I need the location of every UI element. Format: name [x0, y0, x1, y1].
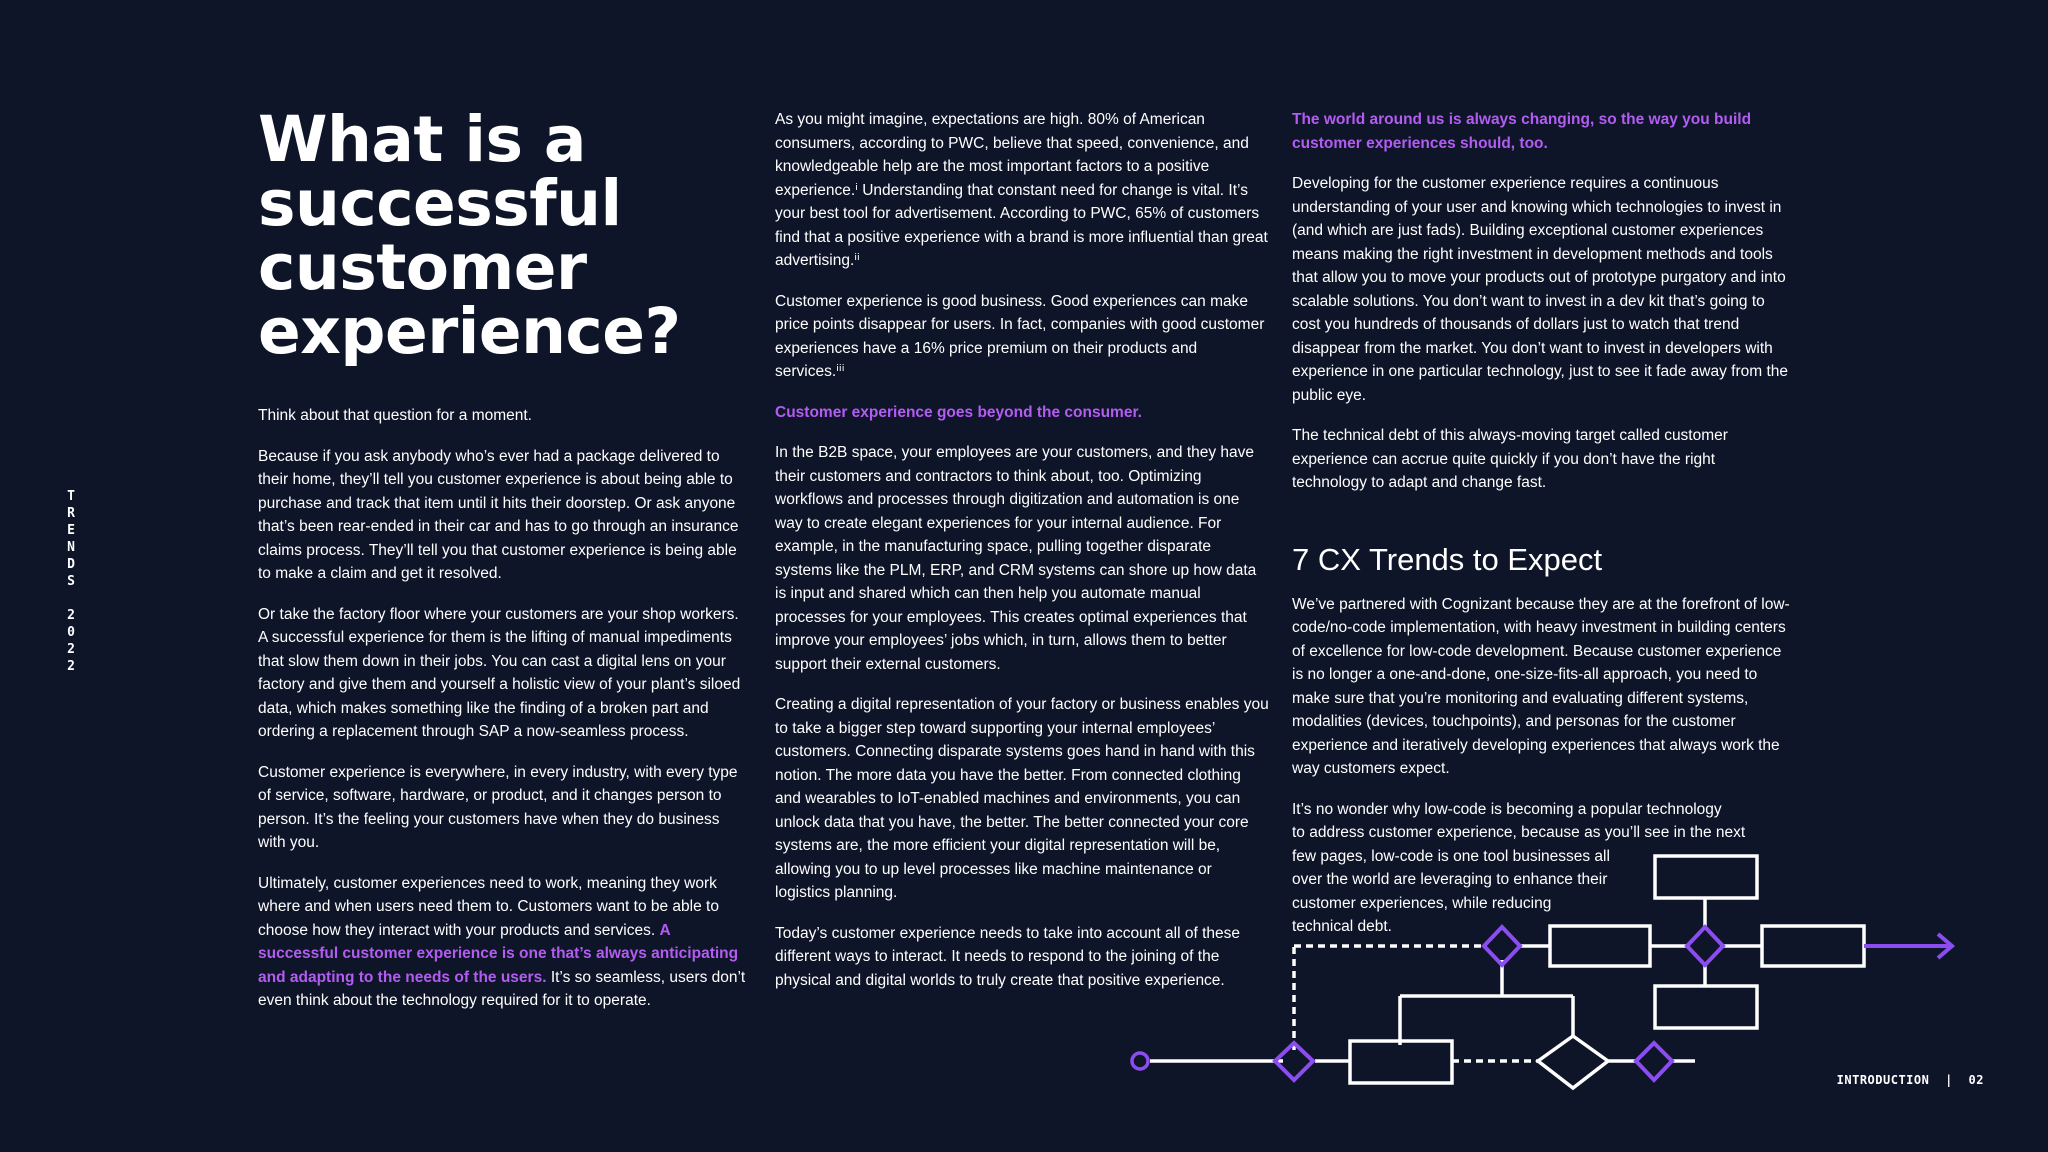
flow-node-diamond — [1275, 1043, 1313, 1080]
paragraph-line: customer experiences, while reducing — [1292, 894, 1552, 912]
side-digit: 2 — [67, 642, 75, 657]
paragraph-line: It’s no wonder why low-code is becoming a popular technology — [1292, 800, 1722, 818]
paragraph: The technical debt of this always-moving target called customer experience can accrue quite quickly if you don’t have the right technology to adapt and change fast. — [1292, 427, 1728, 491]
paragraph: As you might imagine, expectations are high. 80% of American consumers, according to PWC, believe that speed, convenience, and knowledgeable help are the most important factors to a positive experience.ⁱ Understanding that constant need for change is vital. It’s your best tool for advertisement. According to PWC, 65% of customers find that a positive experience with a brand is more influential than great advertising.ⁱⁱ — [775, 111, 1268, 269]
flow-start-node — [1132, 1053, 1148, 1069]
side-letter: E — [67, 523, 75, 538]
side-letter: T — [67, 489, 75, 504]
paragraph: In the B2B space, your employees are your customers, and they have their customers and contractors to think about, too. Optimizing workflows and processes through digitization and automation is one way to create elegant experiences for your internal audience. For example, in the manufacturing space, pulling together disparate systems like the PLM, ERP, and CRM systems can shore up how data is input and shared which can then help you automate manual processes for your employees. This creates optimal experiences that improve your employees’ jobs which, in turn, allows them to better support their external customers. — [775, 444, 1257, 673]
paragraph: Creating a digital representation of your factory or business enables you to take a bigger step toward supporting your internal employees’ customers. Connecting disparate systems goes hand in hand with this notion. The more data you have the better. From connected clothing and wearables to IoT-enabled machines and environments, you can unlock data that you have, the better. The better connected your core systems are, the more efficient your digital representation will be, allowing you to up level processes like machine maintenance or logistics planning. — [775, 696, 1269, 901]
paragraph-with-highlight — [258, 872, 748, 1013]
side-letter: D — [67, 557, 75, 572]
paragraph: Developing for the customer experience requires a continuous understanding of your user and knowing which technologies to invest in (and which are just fads). Building exceptional customer experiences means making the right investment in development methods and tools that allow you to move your products out of prototype purgatory and into scalable solutions. You don’t want to invest in a dev kit that’s going to cost you hundreds of thousands of dollars just to watch that trend disappear from the market. You don’t want to invest in developers with experience in one particular technology, just to see it fade away from the public eye. — [1292, 175, 1788, 404]
flow-box — [1350, 1041, 1452, 1083]
flow-decision-diamond — [1538, 1036, 1608, 1088]
column-middle — [775, 108, 1270, 1009]
paragraph-line: technical debt. — [1292, 918, 1392, 935]
trends-heading: 7 CX Trends to Expect — [1292, 541, 1603, 577]
flow-box — [1655, 986, 1757, 1028]
paragraph-text: It’s so seamless, users don’t even think about the technology required for it to operate. — [258, 968, 746, 1009]
side-digit: 0 — [67, 625, 75, 640]
page-number: 02 — [1968, 1073, 1984, 1087]
side-letter: S — [67, 574, 75, 589]
flow-node-diamond — [1636, 1043, 1672, 1080]
arrow-head-icon — [1938, 934, 1952, 958]
section-heading: The world around us is always changing, so the way you build customer experiences should, too. — [1292, 111, 1752, 152]
paragraph-low-code — [1292, 798, 1792, 939]
footer-separator: | — [1945, 1073, 1953, 1087]
paragraph: We’ve partnered with Cognizant because they are at the forefront of low-code/no-code implementation, with heavy investment in building centers of excellence for low-code development. Because customer experience is no longer a one-and-done, one-size-fits-all approach, you need to make sure that you’re monitoring and evaluating different systems, modalities (devices, touchpoints), and personas for the customer experience and iteratively developing experiences that always work the way customers expect. — [1292, 595, 1790, 777]
paragraph-line: few pages, low-code is one tool businesses all — [1292, 847, 1610, 865]
side-label-gap — [64, 590, 78, 607]
paragraph: Think about that question for a moment. — [258, 407, 532, 424]
column-right — [1292, 108, 1792, 956]
highlight-text: A successful customer experience is one that’s always anticipating and adapting to the needs of the users. — [258, 921, 739, 986]
paragraph: Today’s customer experience needs to take into account all of these different ways to interact. It needs to respond to the joining of the physical and digital worlds to truly create that positive experience. — [775, 924, 1240, 989]
paragraph: Because if you ask anybody who’s ever had a package delivered to their home, they’ll tell you customer experience is about being able to purchase and track that item until it hits their doorstep. Or ask anyone that’s been rear-ended in their car and has to go through an insurance claims process. They’ll tell you that customer experience is being able to make a claim and get it resolved. — [258, 447, 739, 582]
column-left — [258, 103, 748, 1030]
side-digit: 2 — [67, 659, 75, 674]
footer-section: INTRODUCTION — [1836, 1073, 1930, 1087]
paragraph: Customer experience is everywhere, in every industry, with every type of service, software, hardware, or product, and it changes person to person. It’s the feeling your customers have when they do business with you. — [258, 763, 738, 851]
side-letter: R — [67, 506, 75, 521]
section-heading: Customer experience goes beyond the consumer. — [775, 403, 1142, 421]
side-digit: 2 — [67, 608, 75, 623]
paragraph-text: Ultimately, customer experiences need to work, meaning they work where and when users need them to. Customers want to be able to choose how they interact with your products and services. — [258, 874, 719, 939]
side-letter: N — [67, 540, 75, 555]
page-title: What is a successful customer experience? — [258, 103, 681, 368]
paragraph: Or take the factory floor where your customers are your shop workers. A successful experience for them is the lifting of manual impediments that slow them down in their jobs. You can cast a digital lens on your factory and give them and yourself a holistic view of your plant’s siloed data, which makes something like the finding of a broken part and ordering a replacement through SAP a now-seamless process. — [258, 605, 741, 740]
paragraph-line: over the world are leveraging to enhance their — [1292, 871, 1608, 888]
side-trend-label — [64, 488, 78, 675]
paragraph-line: to address customer experience, because as you’ll see in the next — [1292, 824, 1746, 841]
page-footer — [1837, 1073, 1984, 1087]
paragraph: Customer experience is good business. Good experiences can make price points disappear for users. In fact, companies with good customer experiences have a 16% price premium on their products and services.ⁱⁱⁱ — [775, 292, 1265, 380]
